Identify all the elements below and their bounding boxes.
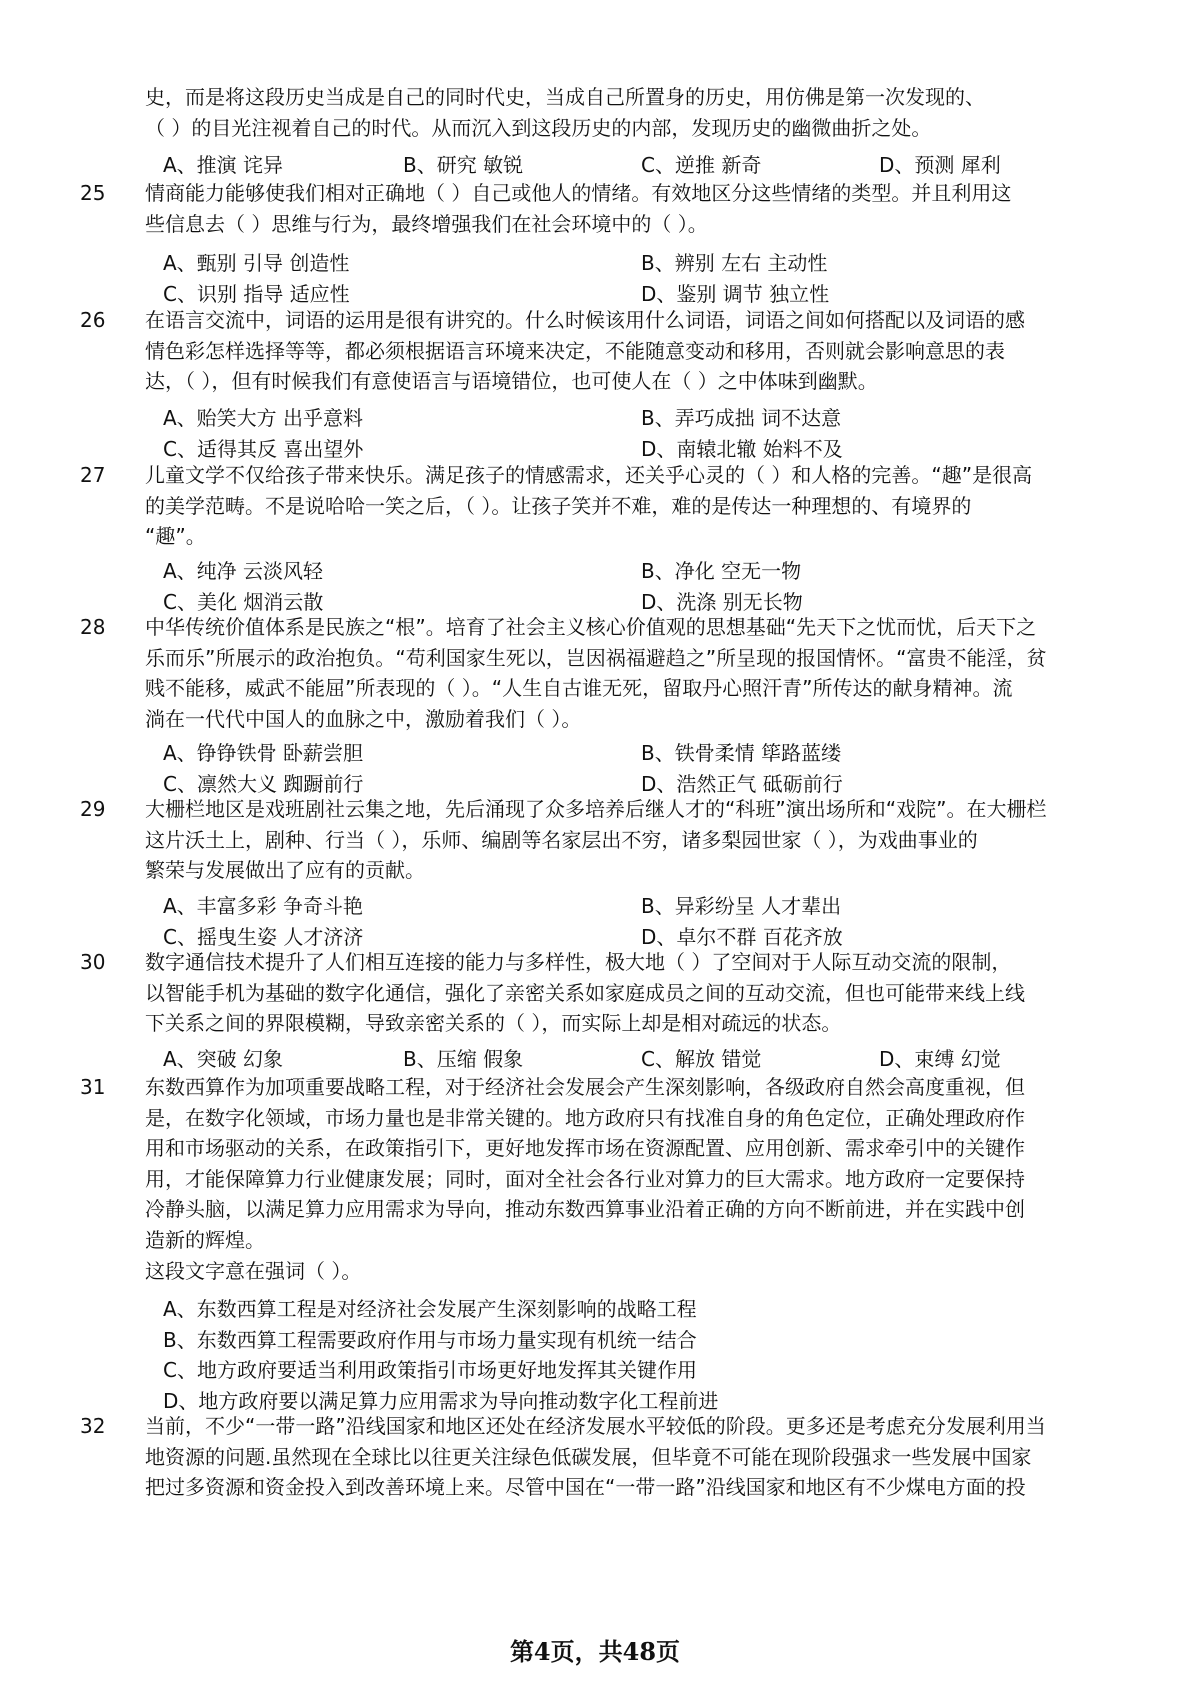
option-b[interactable]: B、辨别 左右 主动性 <box>641 251 828 275</box>
option-a[interactable]: A、贻笑大方 出乎意料 <box>163 406 364 430</box>
option-d[interactable]: D、鉴别 调节 独立性 <box>641 281 830 306</box>
question-number: 31 <box>80 1075 106 1099</box>
question-number: 30 <box>80 950 106 974</box>
question-29-options <box>163 891 1093 952</box>
stem-line: 繁荣与发展做出了应有的贡献。 <box>145 858 425 882</box>
question-29-stem <box>145 794 1100 886</box>
stem-line: 地资源的问题.虽然现在全球比以往更关注绿色低碳发展，但毕竟不可能在现阶段强求一些发展中国家 <box>145 1444 1032 1469</box>
option-d[interactable]: D、束缚 幻觉 <box>879 1047 1001 1071</box>
question-30-stem <box>145 947 1100 1039</box>
option-a[interactable]: A、纯净 云淡风轻 <box>163 559 324 583</box>
option-d[interactable]: D、预测 犀利 <box>879 153 1001 177</box>
question-25-stem <box>145 178 1100 239</box>
option-d[interactable]: D、南辕北辙 始料不及 <box>641 436 843 461</box>
option-a[interactable]: A、铮铮铁骨 卧薪尝胆 <box>163 741 364 765</box>
stem-line: 是，在数字化领域，市场力量也是非常关键的。地方政府只有找准自身的角色定位，正确处理政府作 <box>145 1105 1025 1130</box>
option-b[interactable]: B、异彩纷呈 人才辈出 <box>641 894 842 918</box>
question-31-prompt <box>145 1256 1100 1287</box>
stem-line: “趣”。 <box>145 524 206 548</box>
question-28-options <box>163 738 1093 799</box>
option-b[interactable]: B、压缩 假象 <box>403 1047 524 1071</box>
question-number: 28 <box>80 615 106 639</box>
question-number: 25 <box>80 181 106 205</box>
question-30-options <box>163 1044 1093 1075</box>
option-d[interactable]: D、地方政府要以满足算力应用需求为导向推动数字化工程前进 <box>163 1388 719 1413</box>
option-b[interactable]: B、净化 空无一物 <box>641 559 802 583</box>
intro-options <box>163 150 1093 181</box>
option-c[interactable]: C、解放 错觉 <box>641 1047 762 1071</box>
stem-line: 些信息去（ ）思维与行为，最终增强我们在社会环境中的（ ）。 <box>145 211 708 236</box>
stem-line: 的美学范畴。不是说哈哈一笑之后，（ ）。让孩子笑并不难，难的是传达一种理想的、有境界的 <box>145 493 972 518</box>
option-b[interactable]: B、研究 敏锐 <box>403 153 524 177</box>
question-27-options <box>163 556 1093 617</box>
stem-line: 下关系之间的界限模糊，导致亲密关系的（ ），而实际上却是相对疏远的状态。 <box>145 1011 842 1035</box>
question-28-stem <box>145 612 1100 734</box>
stem-line: 造新的辉煌。 <box>145 1227 265 1252</box>
option-a[interactable]: A、推演 诧异 <box>163 153 284 177</box>
question-prompt: 这段文字意在强词（ ）。 <box>145 1259 362 1283</box>
stem-line: 当前，不少“一带一路”沿线国家和地区还处在经济发展水平较低的阶段。更多还是考虑充分发展利用当 <box>145 1414 1046 1438</box>
stem-line: 东数西算作为加项重要战略工程，对于经济社会发展会产生深刻影响，各级政府自然会高度重视，但 <box>145 1075 1025 1099</box>
option-c[interactable]: C、地方政府要适当利用政策指引市场更好地发挥其关键作用 <box>163 1358 697 1382</box>
option-c[interactable]: C、识别 指导 适应性 <box>163 281 350 306</box>
stem-line: 淌在一代代中国人的血脉之中，激励着我们（ ）。 <box>145 706 582 731</box>
stem-line: 冷静头脑，以满足算力应用需求为导向，推动东数西算事业沿着正确的方向不断前进，并在实践中创 <box>145 1197 1025 1221</box>
stem-line: 情色彩怎样选择等等，都必须根据语言环境来决定，不能随意变动和移用，否则就会影响意思的表 <box>145 338 1005 363</box>
stem-line: 达，（ ），但有时候我们有意使语言与语境错位，也可使人在（ ）之中体味到幽默。 <box>145 369 878 393</box>
option-c[interactable]: C、凛然大义 踟蹰前行 <box>163 771 364 796</box>
question-31-stem <box>145 1072 1100 1255</box>
question-25-options <box>163 248 1093 309</box>
stem-line: 这片沃土上，剧种、行当（ ），乐师、编剧等名家层出不穷，诸多梨园世家（ ），为戏曲事业的 <box>145 827 978 852</box>
option-a[interactable]: A、突破 幻象 <box>163 1047 284 1071</box>
question-26-stem <box>145 305 1100 397</box>
question-number: 26 <box>80 308 106 332</box>
question-number: 29 <box>80 797 106 821</box>
stem-line: 乐而乐”所展示的政治抱负。“苟利国家生死以，岂因祸福避趋之”所呈现的报国情怀。“富贵不能淫，贫 <box>145 645 1047 670</box>
stem-line: 以智能手机为基础的数字化通信，强化了亲密关系如家庭成员之间的互动交流，但也可能带来线上线 <box>145 980 1025 1005</box>
stem-line: 情商能力能够使我们相对正确地（ ）自己或他人的情绪。有效地区分这些情绪的类型。并且利用这 <box>145 181 1012 205</box>
question-26-options <box>163 403 1093 464</box>
stem-line: 在语言交流中，词语的运用是很有讲究的。什么时候该用什么词语，词语之间如何搭配以及词语的感 <box>145 308 1025 332</box>
question-number: 27 <box>80 463 106 487</box>
stem-line: 用，才能保障算力行业健康发展；同时，面对全社会各行业对算力的巨大需求。地方政府一定要保持 <box>145 1166 1025 1191</box>
question-27-stem <box>145 460 1100 552</box>
option-b[interactable]: B、东数西算工程需要政府作用与市场力量实现有机统一结合 <box>163 1327 697 1352</box>
option-d[interactable]: D、洗涤 别无长物 <box>641 589 803 614</box>
option-c[interactable]: C、逆推 新奇 <box>641 153 762 177</box>
stem-line: 大栅栏地区是戏班剧社云集之地，先后涌现了众多培养后继人才的“科班”演出场所和“戏院”。在大栅栏 <box>145 797 1047 821</box>
question-32-stem <box>145 1411 1100 1503</box>
intro-passage <box>145 82 1100 143</box>
question-31-options <box>163 1294 1093 1416</box>
question-number: 32 <box>80 1414 106 1438</box>
stem-line: 儿童文学不仅给孩子带来快乐。满足孩子的情感需求，还关乎心灵的（ ）和人格的完善。“趣”是很高 <box>145 463 1033 487</box>
option-b[interactable]: B、铁骨柔情 筚路蓝缕 <box>641 741 842 765</box>
stem-line: 用和市场驱动的关系，在政策指引下，更好地发挥市场在资源配置、应用创新、需求牵引中的关键作 <box>145 1136 1025 1160</box>
option-b[interactable]: B、弄巧成拙 词不达意 <box>641 406 842 430</box>
stem-line: 贱不能移，威武不能屈”所表现的（ ）。“人生自古谁无死，留取丹心照汗青”所传达的献身精神。流 <box>145 676 1013 700</box>
stem-line: 中华传统价值体系是民族之“根”。培育了社会主义核心价值观的思想基础“先天下之忧而忧，后天下之 <box>145 615 1037 639</box>
stem-line: 把过多资源和资金投入到改善环境上来。尽管中国在“一带一路”沿线国家和地区有不少煤电方面的投 <box>145 1475 1026 1499</box>
option-c[interactable]: C、摇曳生姿 人才济济 <box>163 924 364 949</box>
passage-line: （ ）的目光注视着自己的时代。从而沉入到这段历史的内部，发现历史的幽微曲折之处。 <box>145 115 932 140</box>
option-a[interactable]: A、东数西算工程是对经济社会发展产生深刻影响的战略工程 <box>163 1297 697 1321</box>
option-c[interactable]: C、美化 烟消云散 <box>163 589 324 614</box>
page-footer: 第4页，共48页 <box>509 1637 681 1666</box>
option-a[interactable]: A、丰富多彩 争奇斗艳 <box>163 894 364 918</box>
passage-line: 史，而是将这段历史当成是自己的同时代史，当成自己所置身的历史，用仿佛是第一次发现的、 <box>145 85 985 109</box>
option-d[interactable]: D、卓尔不群 百花齐放 <box>641 924 843 949</box>
option-d[interactable]: D、浩然正气 砥砺前行 <box>641 771 843 796</box>
option-a[interactable]: A、甄别 引导 创造性 <box>163 251 350 275</box>
option-c[interactable]: C、适得其反 喜出望外 <box>163 436 364 461</box>
stem-line: 数字通信技术提升了人们相互连接的能力与多样性，极大地（ ）了空间对于人际互动交流的限制， <box>145 950 1012 974</box>
